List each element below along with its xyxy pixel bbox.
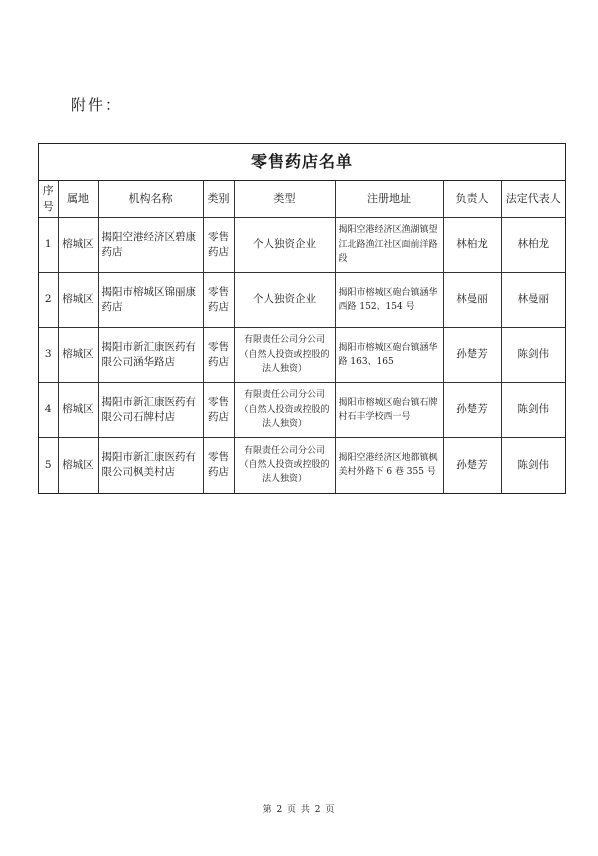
pharmacy-list-table-frame [38,143,566,494]
cell-district: 榕城区 [58,383,98,438]
cell-address: 揭阳市榕城区砲台镇石牌村石丰学校西一号 [335,383,443,438]
cell-category: 零售药店 [203,273,234,328]
cell-org-name: 揭阳空港经济区碧康药店 [98,218,203,273]
attachment-label: 附件： [71,96,123,114]
column-header: 类别 [203,181,234,218]
table-header-row [39,181,565,218]
cell-district: 榕城区 [58,218,98,273]
table-row [39,218,565,273]
cell-org-name: 揭阳市新汇康医药有限公司涵华路店 [98,328,203,383]
cell-legal-rep: 林柏龙 [501,218,565,273]
column-header: 机构名称 [98,181,203,218]
cell-type: 有限责任公司分公司（自然人投资或控股的法人独资） [234,438,335,493]
cell-manager: 林曼丽 [443,273,501,328]
cell-index: 1 [39,218,58,273]
table-row [39,273,565,328]
table-row [39,383,565,438]
table-title: 零售药店名单 [39,144,565,181]
cell-manager: 孙楚芳 [443,438,501,493]
column-header: 注册地址 [335,181,443,218]
cell-legal-rep: 林曼丽 [501,273,565,328]
cell-category: 零售药店 [203,383,234,438]
cell-address: 揭阳市榕城区砲台镇涵华西路 152、154 号 [335,273,443,328]
cell-type: 有限责任公司分公司（自然人投资或控股的法人独资） [234,383,335,438]
cell-type: 个人独资企业 [234,218,335,273]
cell-index: 4 [39,383,58,438]
cell-org-name: 揭阳市榕城区锦丽康药店 [98,273,203,328]
column-header: 法定代表人 [501,181,565,218]
cell-index: 3 [39,328,58,383]
cell-district: 榕城区 [58,328,98,383]
cell-address: 揭阳空港经济区渔湖镇望江北路渔江社区面前洋路段 [335,218,443,273]
cell-category: 零售药店 [203,328,234,383]
cell-manager: 孙楚芳 [443,328,501,383]
cell-category: 零售药店 [203,438,234,493]
cell-type: 个人独资企业 [234,273,335,328]
column-header: 负责人 [443,181,501,218]
cell-type: 有限责任公司分公司（自然人投资或控股的法人独资） [234,328,335,383]
pharmacy-table [39,181,565,493]
cell-manager: 孙楚芳 [443,383,501,438]
table-row [39,328,565,383]
cell-manager: 林柏龙 [443,218,501,273]
page-number: 第 2 页 共 2 页 [262,805,336,815]
cell-district: 榕城区 [58,273,98,328]
cell-legal-rep: 陈剑伟 [501,438,565,493]
cell-category: 零售药店 [203,218,234,273]
cell-legal-rep: 陈剑伟 [501,328,565,383]
column-header: 序号 [39,181,58,218]
cell-district: 榕城区 [58,438,98,493]
column-header: 属地 [58,181,98,218]
cell-address: 揭阳空港经济区地都镇枫美村外路下 6 巷 355 号 [335,438,443,493]
cell-org-name: 揭阳市新汇康医药有限公司枫美村店 [98,438,203,493]
cell-address: 揭阳市榕城区砲台镇涵华路 163、165 [335,328,443,383]
table-row [39,438,565,493]
cell-index: 2 [39,273,58,328]
cell-org-name: 揭阳市新汇康医药有限公司石牌村店 [98,383,203,438]
column-header: 类型 [234,181,335,218]
cell-legal-rep: 陈剑伟 [501,383,565,438]
cell-index: 5 [39,438,58,493]
